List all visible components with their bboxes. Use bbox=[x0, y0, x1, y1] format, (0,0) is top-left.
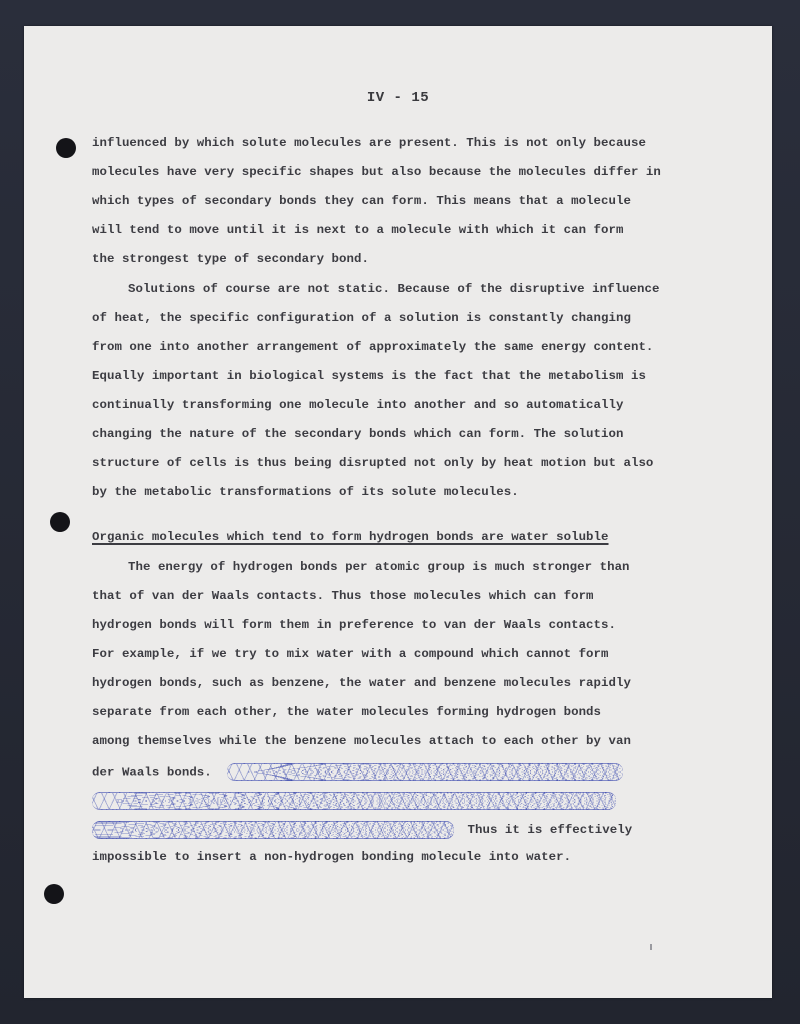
text-line-1: influenced by which solute molecules are present. This is not only because bbox=[92, 136, 646, 150]
text-line-24 bbox=[92, 821, 632, 839]
crossed-out-scribble-3 bbox=[92, 821, 454, 839]
section-heading: Organic molecules which tend to form hydrogen bonds are water soluble bbox=[92, 530, 609, 544]
punch-hole-top bbox=[56, 138, 76, 158]
paper-speck bbox=[650, 944, 652, 950]
text-line-12: structure of cells is thus being disrupted not only by heat motion but also bbox=[92, 456, 654, 470]
text-line-2: molecules have very specific shapes but also because the molecules differ in bbox=[92, 165, 661, 179]
punch-hole-bottom bbox=[44, 884, 64, 904]
text-line-21: among themselves while the benzene molecules attach to each other by van bbox=[92, 734, 631, 748]
text-line-3: which types of secondary bonds they can form. This means that a molecule bbox=[92, 194, 631, 208]
punch-hole-middle bbox=[50, 512, 70, 532]
text-line-7: of heat, the specific configuration of a solution is constantly changing bbox=[92, 311, 631, 325]
text-line-22 bbox=[92, 763, 623, 781]
text-line-23 bbox=[92, 792, 616, 810]
crossed-out-scribble-1 bbox=[227, 763, 623, 781]
text-line-18: For example, if we try to mix water with a compound which cannot form bbox=[92, 647, 609, 661]
text-line-22-start: der Waals bonds. bbox=[92, 765, 212, 780]
page-number: IV - 15 bbox=[366, 90, 430, 106]
text-line-13: by the metabolic transformations of its solute molecules. bbox=[92, 485, 519, 499]
typewritten-page bbox=[24, 26, 772, 998]
crossed-out-scribble-2 bbox=[92, 792, 616, 810]
text-line-25: impossible to insert a non-hydrogen bonding molecule into water. bbox=[92, 850, 572, 864]
text-line-6: Solutions of course are not static. Because of the disruptive influence bbox=[128, 282, 660, 296]
text-line-19: hydrogen bonds, such as benzene, the water and benzene molecules rapidly bbox=[92, 676, 631, 690]
text-line-15: The energy of hydrogen bonds per atomic group is much stronger than bbox=[128, 560, 630, 574]
text-line-5: the strongest type of secondary bond. bbox=[92, 252, 369, 266]
text-line-16: that of van der Waals contacts. Thus those molecules which can form bbox=[92, 589, 594, 603]
text-line-8: from one into another arrangement of approximately the same energy content. bbox=[92, 340, 654, 354]
text-line-10: continually transforming one molecule into another and so automatically bbox=[92, 398, 624, 412]
text-line-4: will tend to move until it is next to a molecule with which it can form bbox=[92, 223, 624, 237]
text-line-11: changing the nature of the secondary bonds which can form. The solution bbox=[92, 427, 624, 441]
text-line-9: Equally important in biological systems is the fact that the metabolism is bbox=[92, 369, 646, 383]
text-line-20: separate from each other, the water molecules forming hydrogen bonds bbox=[92, 705, 602, 719]
text-line-17: hydrogen bonds will form them in preference to van der Waals contacts. bbox=[92, 618, 616, 632]
text-line-24-end: Thus it is effectively bbox=[467, 823, 633, 838]
